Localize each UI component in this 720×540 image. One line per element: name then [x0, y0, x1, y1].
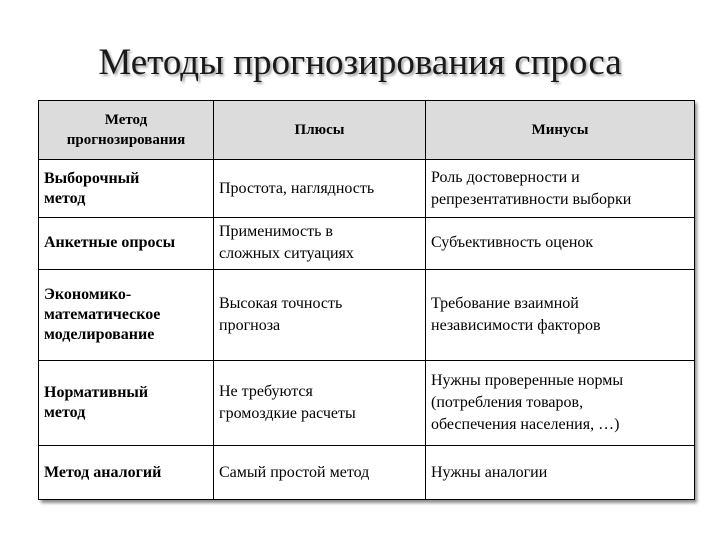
table-row	[39, 218, 695, 270]
pros-cell: Самый простой метод	[214, 446, 426, 500]
header-method: Метод прогнозирования	[39, 101, 214, 160]
pros-cell: Не требуются громоздкие расчеты	[214, 361, 426, 446]
table-row	[39, 160, 695, 218]
method-cell: Анкетные опросы	[39, 218, 214, 270]
header-pros: Плюсы	[214, 101, 426, 160]
cons-cell: Субъективность оценок	[426, 218, 695, 270]
cons-cell: Нужны аналогии	[426, 446, 695, 500]
method-cell: Метод аналогий	[39, 446, 214, 500]
cons-cell: Требование взаимной независимости факторов	[426, 269, 695, 360]
cons-cell: Нужны проверенные нормы (потребления товаров, обеспечения населения, …)	[426, 361, 695, 446]
cons-cell: Роль достоверности и репрезентативности выборки	[426, 160, 695, 218]
pros-cell: Применимость в сложных ситуациях	[214, 218, 426, 270]
header-cons: Минусы	[426, 101, 695, 160]
table-header-row	[39, 101, 695, 160]
pros-cell: Простота, наглядность	[214, 160, 426, 218]
table-row	[39, 361, 695, 446]
method-cell: Экономико- математическое моделирование	[39, 269, 214, 360]
table-row	[39, 446, 695, 500]
page-title: Методы прогнозирования спроса	[98, 42, 622, 83]
method-cell: Нормативный метод	[39, 361, 214, 446]
methods-table	[38, 100, 695, 500]
methods-table-container	[38, 100, 694, 500]
pros-cell: Высокая точность прогноза	[214, 269, 426, 360]
table-row	[39, 269, 695, 360]
method-cell: Выборочный метод	[39, 160, 214, 218]
